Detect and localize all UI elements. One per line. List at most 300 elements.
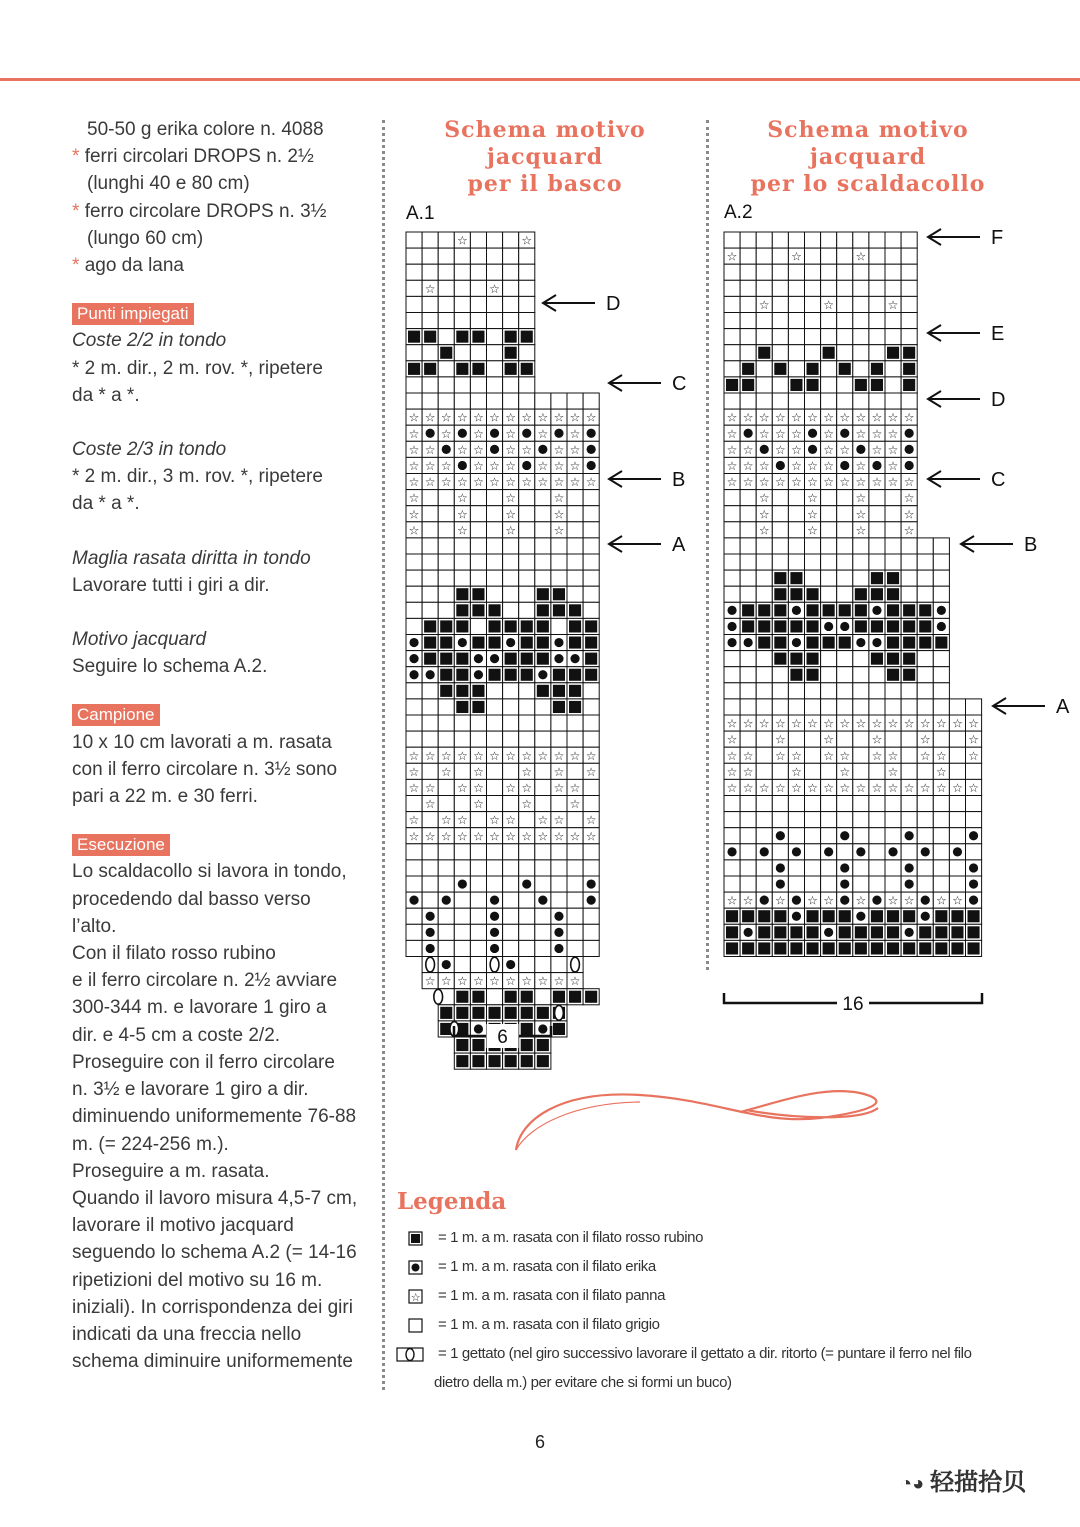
chart-cell: [487, 860, 503, 876]
chart-cell: [821, 586, 837, 602]
chart-cell: [519, 731, 535, 747]
chart-cell: [885, 876, 901, 892]
chart-cell: [901, 796, 917, 812]
chart-cell: [821, 699, 837, 715]
text-line: seguendo lo schema A.2 (= 14-16: [72, 1242, 357, 1264]
chart-cell: [853, 538, 869, 554]
chart-cell: [917, 586, 933, 602]
chart-cell: [487, 490, 503, 506]
chart-cell: [438, 908, 454, 924]
chart-cell: [535, 957, 551, 973]
chart-cell: [756, 828, 772, 844]
chart-mark-square: [521, 1039, 533, 1051]
chart-mark-dot: [969, 879, 978, 888]
chart-mark-star: ☆: [440, 813, 452, 828]
chart-cell: [837, 329, 853, 345]
text-line: da * a *.: [72, 384, 140, 406]
chart-cell: [853, 570, 869, 586]
chart-cell: [406, 908, 422, 924]
chart-cell: [454, 393, 470, 409]
text-line: Proseguire a m. rasata.: [72, 1160, 270, 1182]
chart-mark-square: [456, 604, 468, 616]
svg-text:☆: ☆: [410, 1291, 421, 1304]
chart-cell: [535, 876, 551, 892]
chart-mark-square: [537, 1039, 549, 1051]
chart-cell: [772, 506, 788, 522]
chart-cell: [821, 683, 837, 699]
chart-cell: [567, 908, 583, 924]
chart-cell: [470, 618, 486, 634]
chart-cell: [756, 860, 772, 876]
chart-mark-star: ☆: [489, 829, 500, 844]
chart-mark-star: ☆: [585, 813, 597, 828]
chart-cell: [805, 860, 821, 876]
chart-mark-star: ☆: [537, 410, 549, 425]
chart-cell: [487, 554, 503, 570]
chart-mark-square: [553, 1023, 565, 1035]
chart-cell: [821, 361, 837, 377]
chart-cell: [853, 796, 869, 812]
chart-mark-star: ☆: [440, 748, 452, 763]
chart-mark-dot: [905, 879, 914, 888]
chart-mark-star: ☆: [505, 523, 517, 538]
chart-cell: [487, 763, 503, 779]
chart-cell: [470, 892, 486, 908]
chart-mark-star: ☆: [742, 475, 754, 490]
chart-cell: [470, 232, 486, 248]
chart-mark-star: ☆: [774, 893, 786, 908]
chart-cell: [933, 683, 949, 699]
chart-cell: [966, 796, 982, 812]
chart-cell: [406, 377, 422, 393]
chart-mark-square: [569, 637, 581, 649]
chart-cell: [503, 554, 519, 570]
chart-mark-square: [456, 1055, 468, 1067]
chart-mark-star: ☆: [887, 748, 899, 763]
chart-cell: [422, 892, 438, 908]
chart-mark-star: ☆: [791, 764, 802, 779]
text-line: iniziali). In corrispondenza dei giri: [72, 1296, 353, 1318]
chart-mark-star: ☆: [408, 410, 420, 425]
chart-mark-square: [774, 637, 786, 649]
chart1-arrow-label: A: [672, 534, 686, 556]
chart-mark-star: ☆: [871, 716, 883, 731]
chart-cell: [853, 232, 869, 248]
chart-mark-square: [521, 620, 533, 632]
chart-cell: [519, 892, 535, 908]
chart-mark-dot: [426, 928, 435, 937]
chart-cell: [837, 586, 853, 602]
chart-cell: [869, 683, 885, 699]
chart-cell: [821, 651, 837, 667]
chart-cell: [470, 248, 486, 264]
chart-mark-dot: [426, 912, 435, 921]
chart-mark-star: ☆: [774, 781, 786, 795]
chart-mark-dot: [905, 445, 914, 454]
chart-mark-dot: [442, 896, 451, 905]
chart-cell: [454, 957, 470, 973]
chart-mark-square: [537, 685, 549, 697]
chart-cell: [756, 667, 772, 683]
chart-mark-square: [569, 685, 581, 697]
chart-cell: [406, 554, 422, 570]
chart-cell: [438, 940, 454, 956]
chart-cell: [788, 345, 804, 361]
chart-mark-star: ☆: [424, 797, 436, 812]
chart-cell: [869, 876, 885, 892]
chart-cell: [756, 683, 772, 699]
chart-mark-star: ☆: [408, 426, 420, 441]
chart-cell: [567, 570, 583, 586]
chart-mark-dot: [760, 896, 769, 905]
chart-mark-star: ☆: [823, 410, 835, 425]
chart-cell: [756, 651, 772, 667]
chart-mark-dot: [587, 429, 596, 438]
chart-mark-star: ☆: [839, 781, 851, 795]
chart-mark-star: ☆: [742, 764, 754, 779]
chart-cell: [788, 522, 804, 538]
chart-cell: [853, 313, 869, 329]
chart-cell: [901, 248, 917, 264]
chart-cell: [788, 490, 804, 506]
chart-cell: [821, 828, 837, 844]
chart-cell: [470, 876, 486, 892]
chart-mark-star: ☆: [839, 410, 851, 425]
chart-cell: [788, 506, 804, 522]
chart-mark-square: [505, 1007, 517, 1019]
chart-cell: [422, 699, 438, 715]
chart-mark-square: [968, 910, 980, 922]
chart-mark-square: [521, 637, 533, 649]
chart-mark-dot: [856, 445, 865, 454]
chart-mark-square: [774, 588, 786, 600]
chart2-arrow-label: B: [1024, 534, 1038, 556]
chart-cell: [853, 296, 869, 312]
chart-cell: [772, 393, 788, 409]
chart-cell: [406, 924, 422, 940]
chart-mark-star: ☆: [440, 410, 452, 425]
chart-cell: [470, 812, 486, 828]
chart-mark-dot: [409, 670, 418, 679]
chart-cell: [503, 796, 519, 812]
chart-mark-square: [823, 604, 835, 616]
chart-mark-star: ☆: [521, 764, 533, 779]
chart2-arrow-label: A: [1056, 696, 1070, 718]
chart-mark-star: ☆: [726, 475, 738, 490]
subsection-title: Motivo jacquard: [72, 629, 207, 651]
chart-mark-dot: [554, 429, 563, 438]
chart-mark-star: ☆: [537, 813, 549, 828]
chart-cell: [885, 377, 901, 393]
chart-cell: [740, 554, 756, 570]
chart-cell: [740, 264, 756, 280]
chart-cell: [837, 393, 853, 409]
chart-cell: [551, 554, 567, 570]
chart-cell: [454, 731, 470, 747]
chart-cell: [487, 248, 503, 264]
chart1-arrow-label: B: [672, 469, 686, 491]
chart-mark-square: [537, 620, 549, 632]
chart-mark-square: [472, 991, 484, 1003]
chart2-width-label: 16: [842, 994, 864, 1015]
chart-cell: [567, 538, 583, 554]
chart-cell: [470, 280, 486, 296]
chart-mark-dot: [824, 847, 833, 856]
chart-cell: [837, 538, 853, 554]
chart-cell: [422, 313, 438, 329]
chart-cell: [772, 377, 788, 393]
chart-mark-star: ☆: [791, 442, 802, 457]
chart-cell: [821, 232, 837, 248]
chart-mark-square: [790, 653, 802, 665]
chart-mark-dot: [856, 912, 865, 921]
chart-cell: [503, 940, 519, 956]
chart-mark-star: ☆: [569, 829, 581, 844]
chart-cell: [551, 876, 567, 892]
chart-cell: [487, 844, 503, 860]
chart-cell: [438, 313, 454, 329]
chart-mark-square: [537, 588, 549, 600]
chart-cell: [837, 264, 853, 280]
chart-mark-dot: [522, 879, 531, 888]
chart-mark-square: [855, 604, 867, 616]
chart-mark-square: [456, 685, 468, 697]
chart-cell: [869, 796, 885, 812]
chart-cell: [422, 860, 438, 876]
chart-mark-square: [823, 347, 835, 359]
chart-mark-dot: [888, 847, 897, 856]
text-line: Con il filato rosso rubino: [72, 943, 276, 965]
chart-cell: [470, 924, 486, 940]
chart-mark-star: ☆: [521, 797, 533, 812]
text-line: Proseguire con il ferro circolare: [72, 1051, 335, 1073]
chart-mark-star: ☆: [505, 813, 517, 828]
chart-cell: [438, 586, 454, 602]
chart-mark-star: ☆: [553, 974, 565, 989]
chart-cell: [853, 876, 869, 892]
chart-mark-star: ☆: [807, 475, 818, 490]
chart-cell: [885, 248, 901, 264]
chart-mark-star: ☆: [758, 716, 770, 731]
chart-cell: [454, 296, 470, 312]
chart-cell: [933, 876, 949, 892]
chart-cell: [853, 747, 869, 763]
chart-cell: [756, 329, 772, 345]
chart-cell: [487, 522, 503, 538]
chart-cell: [503, 924, 519, 940]
chart-cell: [805, 731, 821, 747]
chart-mark-star: ☆: [952, 781, 963, 795]
chart-cell: [567, 892, 583, 908]
chart-cell: [869, 667, 885, 683]
chart-cell: [853, 345, 869, 361]
chart-mark-star: ☆: [726, 442, 738, 457]
chart-cell: [535, 570, 551, 586]
chart-cell: [901, 554, 917, 570]
chart-cell: [724, 699, 740, 715]
chart-cell: [535, 844, 551, 860]
chart-cell: [724, 506, 740, 522]
dot-icon: [408, 1260, 424, 1276]
chart-cell: [805, 570, 821, 586]
chart-cell: [519, 957, 535, 973]
chart-mark-square: [585, 669, 597, 681]
chart-cell: [756, 313, 772, 329]
chart-mark-dot: [554, 654, 563, 663]
chart-mark-star: ☆: [424, 781, 436, 795]
chart-mark-dot: [824, 928, 833, 937]
chart-cell: [885, 329, 901, 345]
chart-cell: [487, 586, 503, 602]
chart-cell: [519, 812, 535, 828]
chart-mark-star: ☆: [424, 748, 436, 763]
chart-cell: [901, 844, 917, 860]
chart-cell: [438, 329, 454, 345]
chart-cell: [853, 667, 869, 683]
chart-mark-square: [505, 1055, 517, 1067]
chart-cell: [821, 280, 837, 296]
chart-mark-star: ☆: [726, 459, 738, 473]
chart-cell: [949, 763, 965, 779]
chart-mark-star: ☆: [726, 781, 738, 795]
chart-mark-dot: [490, 912, 499, 921]
chart-cell: [869, 490, 885, 506]
chart-mark-square: [903, 620, 915, 632]
chart-cell: [535, 860, 551, 876]
text-line: Lavorare tutti i giri a dir.: [72, 574, 270, 596]
chart-mark-square: [790, 942, 802, 954]
chart-cell: [788, 538, 804, 554]
chart-cell: [454, 280, 470, 296]
chart-cell: [724, 586, 740, 602]
chart-cell: [966, 844, 982, 860]
chart-mark-star: ☆: [758, 507, 770, 522]
chart-cell: [454, 538, 470, 554]
chart-cell: [821, 522, 837, 538]
chart-cell: [487, 699, 503, 715]
chart-cell: [583, 538, 599, 554]
chart-mark-star: ☆: [489, 459, 500, 473]
chart-cell: [740, 393, 756, 409]
chart-mark-dot: [792, 638, 801, 647]
chart-mark-star: ☆: [440, 829, 452, 844]
chart-cell: [901, 329, 917, 345]
chart-mark-square: [774, 604, 786, 616]
chart-mark-square: [903, 604, 915, 616]
chart-cell: [933, 538, 949, 554]
chart-cell: [740, 248, 756, 264]
section-badge-campione: Campione: [72, 704, 160, 726]
chart-cell: [438, 796, 454, 812]
chart-mark-star: ☆: [791, 748, 802, 763]
chart-cell: [406, 313, 422, 329]
chart-mark-square: [489, 620, 501, 632]
chart-cell: [756, 393, 772, 409]
chart-cell: [837, 490, 853, 506]
chart-cell: [406, 264, 422, 280]
chart-mark-star: ☆: [521, 442, 533, 457]
chart-mark-star: ☆: [807, 507, 818, 522]
chart-cell: [567, 490, 583, 506]
chart-mark-star: ☆: [424, 974, 436, 989]
chart-cell: [885, 860, 901, 876]
chart-mark-star: ☆: [473, 410, 484, 425]
chart-cell: [788, 329, 804, 345]
chart-mark-star: ☆: [553, 491, 565, 506]
chart-cell: [756, 699, 772, 715]
chart-cell: [438, 860, 454, 876]
chart-mark-square: [871, 942, 883, 954]
chart-mark-star: ☆: [935, 764, 947, 779]
chart-mark-star: ☆: [424, 459, 436, 473]
chart-mark-star: ☆: [505, 442, 517, 457]
chart-mark-square: [855, 942, 867, 954]
chart-mark-square: [472, 1007, 484, 1019]
chart-cell: [869, 248, 885, 264]
chart-mark-star: ☆: [855, 459, 867, 473]
chart-mark-dot: [921, 847, 930, 856]
chart-mark-star: ☆: [758, 298, 770, 312]
chart-mark-star: ☆: [440, 459, 452, 473]
chart-mark-dot: [490, 928, 499, 937]
chart-mark-star: ☆: [807, 459, 818, 473]
chart-cell: [454, 345, 470, 361]
chart-cell: [567, 940, 583, 956]
chart-cell: [551, 731, 567, 747]
chart-mark-star: ☆: [726, 410, 738, 425]
chart-mark-star: ☆: [505, 974, 517, 989]
chart-mark-square: [489, 604, 501, 616]
chart-mark-square: [472, 1055, 484, 1067]
chart-mark-dot: [776, 863, 785, 872]
chart-mark-star: ☆: [919, 781, 931, 795]
chart-mark-dot: [727, 847, 736, 856]
chart-mark-star: ☆: [791, 781, 802, 795]
chart-cell: [454, 940, 470, 956]
chart-mark-star: ☆: [553, 442, 565, 457]
chart-cell: [821, 538, 837, 554]
chart-cell: [788, 393, 804, 409]
chart-cell: [551, 570, 567, 586]
chart-mark-dot: [554, 638, 563, 647]
chart-mark-dot: [458, 429, 467, 438]
chart-cell: [438, 844, 454, 860]
chart-cell: [535, 908, 551, 924]
chart-cell: [805, 264, 821, 280]
chart1-arrow-label: D: [606, 293, 621, 315]
chart-mark-square: [440, 685, 452, 697]
chart-mark-star: ☆: [726, 893, 738, 908]
chart-cell: [422, 683, 438, 699]
chart-cell: [454, 570, 470, 586]
chart-mark-square: [742, 910, 754, 922]
chart-mark-star: ☆: [408, 748, 420, 763]
chart-mark-yarn-over: [555, 1005, 564, 1020]
chart-mark-star: ☆: [585, 410, 597, 425]
chart-cell: [805, 538, 821, 554]
chart-mark-square: [472, 604, 484, 616]
chart-mark-square: [537, 604, 549, 616]
chart-cell: [949, 812, 965, 828]
chart-cell: [583, 860, 599, 876]
chart-cell: [438, 731, 454, 747]
chart-cell: [837, 313, 853, 329]
chart-mark-dot: [744, 928, 753, 937]
chart-cell: [503, 377, 519, 393]
chart-cell: [487, 538, 503, 554]
chart-mark-square: [472, 331, 484, 343]
chart-cell: [503, 538, 519, 554]
